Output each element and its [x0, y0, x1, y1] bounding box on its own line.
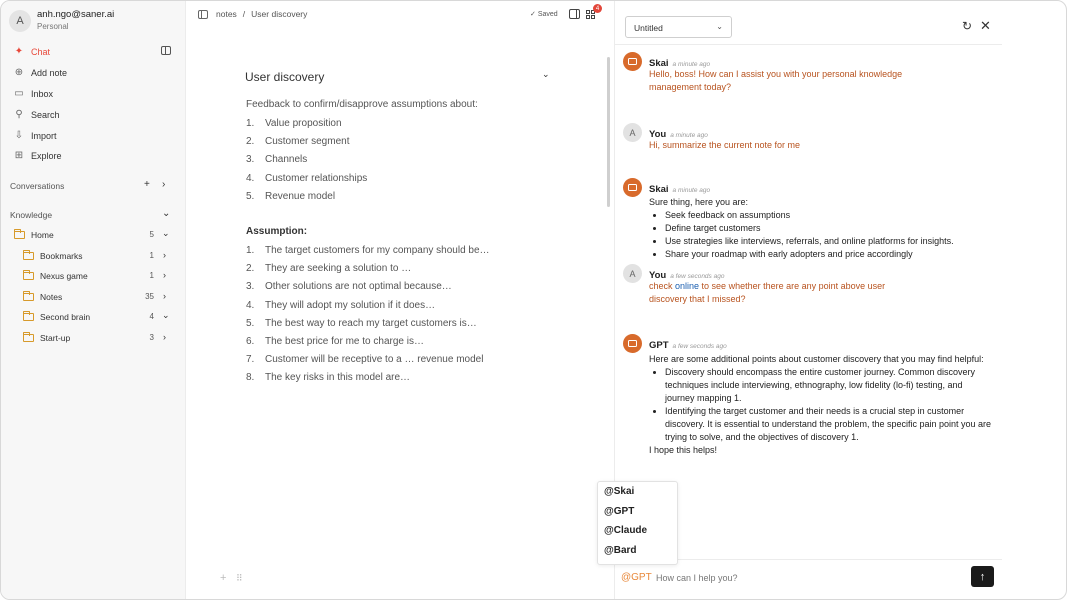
list-number: 3.: [246, 154, 255, 166]
message-bullets: [665, 209, 989, 261]
chevron-down-icon[interactable]: ⌄: [162, 310, 170, 320]
message-intro: Sure thing, here you are:: [649, 197, 749, 207]
sidebar-item-explore[interactable]: [13, 150, 62, 161]
drag-handle-icon[interactable]: ⠿: [236, 573, 243, 583]
list-item[interactable]: [246, 191, 367, 209]
note-editor: [186, 1, 614, 600]
list-item[interactable]: [246, 263, 490, 281]
section-title-knowledge: Knowledge: [10, 210, 53, 220]
list-number: 4.: [246, 172, 255, 184]
account-switcher[interactable]: [9, 9, 114, 33]
account-workspace: Personal: [37, 22, 69, 31]
notification-badge[interactable]: 4: [593, 4, 602, 13]
add-block-icon[interactable]: +: [220, 572, 227, 584]
bot-avatar-icon: [623, 334, 642, 353]
knowledge-item-start-up[interactable]: [23, 333, 70, 343]
list-text: The best price for me to charge is…: [265, 335, 424, 347]
import-icon: ⇩: [14, 130, 24, 141]
chevron-down-icon[interactable]: ⌄: [162, 208, 171, 219]
list-item: • Identifying the target customer and their needs is a crucial step in customer discovery. It is essential to understand the problem, the specific pain point you are trying to solve, and the objectives of discovery 1.: [665, 405, 994, 444]
folder-icon: [23, 334, 34, 342]
chevron-right-icon[interactable]: ›: [163, 332, 166, 342]
list-text: They are seeking a solution to …: [265, 263, 412, 275]
knowledge-item-label: Bookmarks: [40, 251, 83, 261]
conversation-select-value: Untitled: [634, 23, 663, 33]
chat-message: [623, 334, 1003, 459]
sparkle-icon: ✦: [14, 46, 24, 57]
sidebar-item-label: Add note: [31, 67, 68, 78]
note-paragraph[interactable]: Feedback to confirm/disapprove assumptions about:: [246, 99, 478, 110]
saved-label: Saved: [537, 11, 558, 18]
knowledge-item-label: Home: [31, 230, 54, 240]
knowledge-item-count: 3: [149, 333, 154, 342]
sidebar-item-label: Chat: [31, 46, 51, 57]
list-number: 6.: [246, 335, 255, 347]
message-sender: You: [649, 270, 667, 281]
chevron-right-icon[interactable]: ›: [163, 270, 166, 280]
sidebar-item-add-note[interactable]: [13, 67, 67, 78]
add-conversation-icon[interactable]: +: [144, 179, 150, 190]
folder-icon: [23, 272, 34, 280]
list-item: • Define target customers: [665, 222, 989, 235]
knowledge-item-nexus-game[interactable]: [23, 271, 88, 281]
chat-input[interactable]: [656, 568, 956, 588]
breadcrumb-separator: /: [242, 9, 246, 19]
user-avatar: A: [623, 264, 642, 283]
list-item[interactable]: [246, 336, 490, 354]
user-avatar: A: [623, 123, 642, 142]
list-item: • Discovery should encompass the entire customer journey. Common discovery techniques include interviewing, ethnography, low fidelity (lo-fi) testing, and journey mapping 1.: [665, 366, 994, 405]
knowledge-item-count: 35: [145, 292, 154, 301]
list-item[interactable]: [246, 372, 490, 390]
sidebar-item-label: Search: [31, 109, 60, 120]
editor-scrollbar[interactable]: [607, 57, 610, 207]
sidebar: [1, 1, 186, 600]
message-bullets: [665, 366, 994, 444]
message-time: a minute ago: [672, 61, 711, 68]
list-text: They will adopt my solution if it does…: [265, 299, 436, 311]
list-item: • Seek feedback on assumptions: [665, 209, 989, 222]
assumption-list: [246, 245, 490, 391]
chevron-down-icon[interactable]: ⌄: [162, 228, 170, 238]
message-sender: Skai: [649, 184, 669, 195]
knowledge-item-count: 4: [149, 312, 154, 321]
avatar: A: [9, 10, 31, 32]
message-closing: I hope this helps!: [649, 445, 718, 455]
list-text: Customer segment: [265, 136, 350, 148]
message-time: a few seconds ago: [670, 273, 725, 280]
list-item[interactable]: [246, 318, 490, 336]
list-item: • Share your roadmap with early adopters and price accordingly: [665, 248, 989, 261]
assumption-heading[interactable]: Assumption:: [246, 226, 308, 237]
list-number: 5.: [246, 317, 255, 329]
message-sender: You: [649, 129, 667, 140]
knowledge-item-count: 1: [149, 251, 154, 260]
message-text: [649, 353, 994, 457]
knowledge-item-notes[interactable]: [23, 292, 62, 302]
list-number: 4.: [246, 299, 255, 311]
list-item[interactable]: [246, 245, 490, 263]
message-text: Hello, boss! How can I assist you with your personal knowledge management today?: [649, 69, 903, 92]
knowledge-item-count: 1: [149, 271, 154, 280]
message-intro: Here are some additional points about customer discovery that you may find helpful:: [649, 354, 984, 364]
list-number: 2.: [246, 263, 255, 275]
list-text: Channels: [265, 154, 308, 166]
list-item[interactable]: [246, 118, 367, 136]
message-text-part: check: [649, 281, 676, 291]
list-item[interactable]: [246, 154, 367, 172]
mention-option-bard[interactable]: @Bard: [604, 544, 637, 556]
message-time: a minute ago: [672, 187, 711, 194]
breadcrumb-root[interactable]: notes: [216, 9, 237, 19]
chat-message: [623, 178, 1003, 263]
list-number: 5.: [246, 190, 255, 202]
message-time: a minute ago: [670, 132, 708, 139]
knowledge-item-second-brain[interactable]: [23, 312, 90, 322]
sidebar-item-label: Import: [31, 130, 57, 141]
folder-icon: [23, 293, 34, 301]
chat-header: [615, 9, 1002, 45]
refresh-icon[interactable]: ↻: [962, 19, 973, 33]
chevron-down-icon: ⌄: [716, 22, 723, 31]
knowledge-item-label: Second brain: [40, 312, 91, 322]
chevron-right-icon[interactable]: ›: [163, 291, 166, 301]
message-text: Hi, summarize the current note for me: [649, 140, 801, 150]
bot-avatar-icon: [623, 178, 642, 197]
knowledge-item-home[interactable]: [14, 230, 54, 240]
list-text: The target customers for my company should be…: [265, 245, 490, 256]
check-icon: ✓: [530, 11, 538, 18]
message-link[interactable]: online: [675, 281, 700, 291]
page-panel-icon[interactable]: [198, 10, 208, 19]
list-text: Value proposition: [265, 118, 342, 129]
list-item: • Use strategies like interviews, referrals, and online platforms for insights.: [665, 235, 989, 248]
send-button[interactable]: [971, 566, 994, 587]
list-item[interactable]: [246, 173, 367, 191]
chevron-down-icon[interactable]: ⌄: [542, 69, 550, 79]
folder-icon: [23, 313, 34, 321]
message-time: a few seconds ago: [672, 343, 727, 350]
arrow-up-icon: ↑: [979, 570, 986, 583]
chevron-right-icon[interactable]: ›: [162, 179, 166, 190]
search-icon: ⚲: [15, 109, 23, 120]
list-number: 1.: [246, 118, 255, 129]
list-text: The best way to reach my target customers is…: [265, 317, 477, 329]
sidebar-item-inbox[interactable]: [13, 88, 53, 99]
list-number: 8.: [246, 372, 255, 384]
list-text: Revenue model: [265, 190, 336, 202]
folder-icon: [14, 231, 25, 239]
mention-option-gpt[interactable]: @GPT: [604, 505, 635, 517]
message-text: [649, 280, 899, 306]
list-text: The key risks in this model are…: [265, 372, 411, 384]
folder-icon: [23, 252, 34, 260]
mention-prefix[interactable]: @GPT: [621, 572, 652, 583]
chat-message: [623, 123, 1003, 159]
plus-circle-icon: ⊕: [14, 67, 24, 78]
list-number: 2.: [246, 136, 255, 148]
message-text-part: to see whether there are any point above user discovery that I missed?: [649, 281, 886, 304]
conversation-select[interactable]: [625, 16, 732, 38]
sidebar-item-label: Explore: [31, 150, 62, 161]
split-view-icon[interactable]: [569, 9, 580, 19]
mention-option-skai[interactable]: @Skai: [604, 486, 635, 497]
bot-avatar-icon: [623, 52, 642, 71]
knowledge-item-label: Start-up: [40, 333, 71, 343]
close-icon[interactable]: ✕: [980, 18, 991, 33]
breadcrumb-current: User discovery: [251, 9, 308, 19]
list-text: Customer will be receptive to a … revenue model: [265, 354, 484, 366]
list-number: 7.: [246, 354, 255, 366]
message-sender: GPT: [649, 340, 669, 351]
list-item[interactable]: [246, 354, 490, 372]
breadcrumb: [198, 9, 307, 19]
page-title[interactable]: User discovery: [245, 70, 325, 84]
section-title-conversations: Conversations: [10, 181, 65, 191]
chat-message: [623, 264, 1003, 312]
message-sender: Skai: [649, 58, 669, 69]
mention-menu: [597, 481, 678, 565]
knowledge-item-label: Nexus game: [40, 271, 88, 281]
knowledge-item-bookmarks[interactable]: [23, 251, 83, 261]
list-item[interactable]: [246, 281, 490, 299]
knowledge-item-label: Notes: [40, 292, 63, 302]
inbox-icon: ▭: [14, 88, 24, 99]
sidebar-item-chat[interactable]: [13, 46, 50, 57]
chat-panel: [614, 1, 1067, 600]
sidebar-item-import[interactable]: [13, 130, 57, 141]
list-number: 1.: [246, 245, 255, 256]
mention-option-claude[interactable]: @Claude: [604, 525, 648, 537]
knowledge-item-count: 5: [149, 230, 154, 239]
list-number: 3.: [246, 281, 255, 293]
list-text: Other solutions are not optimal because…: [265, 281, 452, 293]
message-text: [649, 196, 989, 261]
collapse-sidebar-icon[interactable]: [161, 46, 171, 55]
account-email: anh.ngo@saner.ai: [37, 9, 115, 20]
list-item[interactable]: [246, 300, 490, 318]
sidebar-item-search[interactable]: [13, 109, 60, 120]
chevron-right-icon[interactable]: ›: [163, 250, 166, 260]
chat-message: [623, 52, 1003, 102]
grid-icon: ⊞: [14, 150, 24, 161]
feedback-list: [246, 118, 367, 209]
list-item[interactable]: [246, 136, 367, 154]
sidebar-item-label: Inbox: [31, 88, 54, 99]
saved-status: [530, 10, 558, 18]
list-text: Customer relationships: [265, 172, 368, 184]
